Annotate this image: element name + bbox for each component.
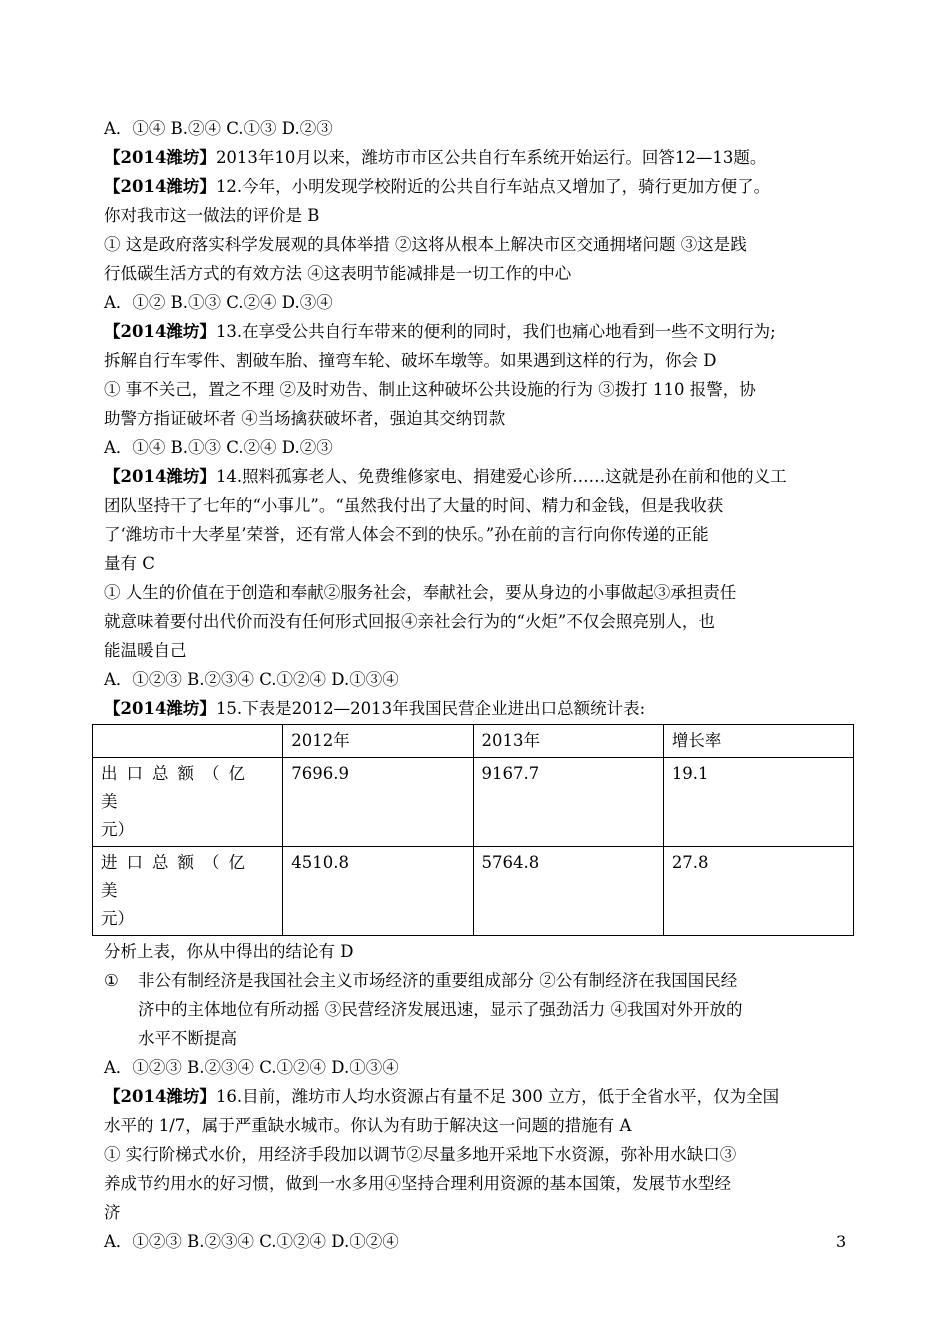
line-text: 济 — [104, 1203, 121, 1222]
line-text: A．①② B.①③ C.②④ D.③④ — [104, 293, 333, 312]
text-line — [104, 259, 852, 288]
line-text: 水平的 1/7，属于严重缺水城市。你认为有助于解决这一问题的措施有 A — [104, 1116, 632, 1135]
table-header-cell: 2012年 — [283, 725, 473, 758]
text-line — [104, 433, 852, 462]
text-line — [104, 1140, 852, 1169]
document-page — [101, 114, 852, 1256]
line-text: 15.下表是2012—2013年我国民营企业进出口总额统计表: — [215, 699, 646, 718]
list-text — [138, 966, 852, 1053]
line-text: 量有 C — [104, 554, 155, 573]
table-analysis-prompt: 分析上表，你从中得出的结论有 D — [104, 942, 354, 961]
text-line — [104, 491, 852, 520]
questions-12-15 — [104, 114, 852, 723]
table-cell: 27.8 — [663, 847, 853, 936]
line-text: 13.在享受公共自行车带来的便利的同时，我们也痛心地看到一些不文明行为; — [215, 322, 776, 341]
line-text: 14.照料孤寡老人、免费维修家电、捐建爱心诊所……这就是孙在前和他的义工 — [215, 467, 787, 486]
line-text: 12.今年，小明发现学校附近的公共自行车站点又增加了，骑行更加方便了。 — [215, 177, 771, 196]
source-tag: 【2014潍坊】 — [104, 177, 216, 196]
list-number: ① — [104, 971, 119, 990]
table-header-cell: 2013年 — [473, 725, 663, 758]
line-text: ① 人生的价值在于创造和奉献②服务社会，奉献社会，要从身边的小事做起③承担责任 — [104, 583, 737, 602]
table-cell: 7696.9 — [283, 758, 473, 847]
list-text-line: 水平不断提高 — [138, 1029, 237, 1048]
table-header-row — [93, 725, 854, 758]
text-line — [104, 462, 852, 491]
row-label: 进口总额（亿美 元） — [93, 847, 283, 936]
source-tag: 【2014潍坊】 — [104, 148, 216, 167]
source-tag: 【2014潍坊】 — [104, 699, 216, 718]
line-text: 养成节约用水的好习惯，做到一水多用④坚持合理利用资源的基本国策，发展节水型经 — [104, 1174, 731, 1193]
text-line — [104, 288, 852, 317]
table-cell: 5764.8 — [473, 847, 663, 936]
page-number: 3 — [836, 1232, 847, 1251]
text-line — [104, 375, 852, 404]
text-line — [104, 607, 852, 636]
text-line — [104, 520, 852, 549]
table-header-cell — [93, 725, 283, 758]
row-label: 出口总额（亿美 元） — [93, 758, 283, 847]
table-row — [93, 758, 854, 847]
text-line — [104, 346, 852, 375]
text-line — [104, 230, 852, 259]
source-tag: 【2014潍坊】 — [104, 322, 216, 341]
text-line — [104, 636, 852, 665]
line-text: 团队坚持干了七年的“小事儿”。“虽然我付出了大量的时间、精力和金钱，但是我收获 — [104, 496, 724, 515]
text-line — [104, 317, 852, 346]
text-line — [104, 1053, 852, 1082]
line-text: 拆解自行车零件、割破车胎、撞弯车轮、破坏车墩等。如果遇到这样的行为，你会 D — [104, 351, 717, 370]
text-line — [104, 201, 852, 230]
line-text: ① 这是政府落实科学发展观的具体举措 ②这将从根本上解决市区交通拥堵问题 ③这是践 — [104, 235, 747, 254]
text-line — [104, 1082, 852, 1111]
line-text: 16.目前，潍坊市人均水资源占有量不足 300 立方，低于全省水平，仅为全国 — [215, 1087, 780, 1106]
source-tag: 【2014潍坊】 — [104, 467, 216, 486]
line-text: ① 实行阶梯式水价，用经济手段加以调节②尽量多地开采地下水资源，弥补用水缺口③ — [104, 1145, 737, 1164]
text-line — [104, 665, 852, 694]
line-text: A．①④ B.①③ C.②④ D.②③ — [104, 438, 333, 457]
line-text: 助警方指证破坏者 ④当场擒获破坏者，强迫其交纳罚款 — [104, 409, 506, 428]
table-cell: 19.1 — [663, 758, 853, 847]
line-text: A．①②③ B.②③④ C.①②④ D.①③④ — [104, 1058, 399, 1077]
text-line — [104, 172, 852, 201]
q15-statement-list — [104, 966, 852, 1053]
text-line — [104, 143, 852, 172]
text-line — [104, 1227, 852, 1256]
text-line — [104, 404, 852, 433]
text-line — [104, 694, 852, 723]
text-line — [104, 578, 852, 607]
line-text: 2013年10月以来，潍坊市市区公共自行车系统开始运行。回答12—13题。 — [215, 148, 767, 167]
list-text-line: 非公有制经济是我国社会主义市场经济的重要组成部分 ②公有制经济在我国国民经 — [138, 971, 738, 990]
table-row — [93, 847, 854, 936]
line-text: A．①②③ B.②③④ C.①②④ D.①②④ — [104, 1232, 399, 1251]
line-text: ① 事不关己，置之不理 ②及时劝告、制止这种破坏公共设施的行为 ③拨打 110 报警，协 — [104, 380, 756, 399]
source-tag: 【2014潍坊】 — [104, 1087, 216, 1106]
line-text: 了‘潍坊市十大孝星’荣誉，还有常人体会不到的快乐。”孙在前的言行向你传递的正能 — [104, 525, 709, 544]
line-text: A．①②③ B.②③④ C.①②④ D.①③④ — [104, 670, 399, 689]
text-line — [104, 1198, 852, 1227]
table-cell: 4510.8 — [283, 847, 473, 936]
text-line — [104, 1111, 852, 1140]
text-line — [104, 1169, 852, 1198]
question-16 — [104, 1053, 852, 1256]
text-line — [104, 549, 852, 578]
text-line — [104, 114, 852, 143]
table-cell: 9167.7 — [473, 758, 663, 847]
line-text: A．①④ B.②④ C.①③ D.②③ — [104, 119, 333, 138]
table-header-cell: 增长率 — [663, 725, 853, 758]
trade-statistics-table — [92, 724, 854, 936]
line-text: 你对我市这一做法的评价是 B — [104, 206, 320, 225]
line-text: 行低碳生活方式的有效方法 ④这表明节能减排是一切工作的中心 — [104, 264, 572, 283]
line-text: 就意味着要付出代价而没有任何形式回报④亲社会行为的“火炬”不仅会照亮别人，也 — [104, 612, 715, 631]
list-text-line: 济中的主体地位有所动摇 ③民营经济发展迅速，显示了强劲活力 ④我国对外开放的 — [138, 1000, 743, 1019]
line-text: 能温暖自己 — [104, 641, 187, 660]
